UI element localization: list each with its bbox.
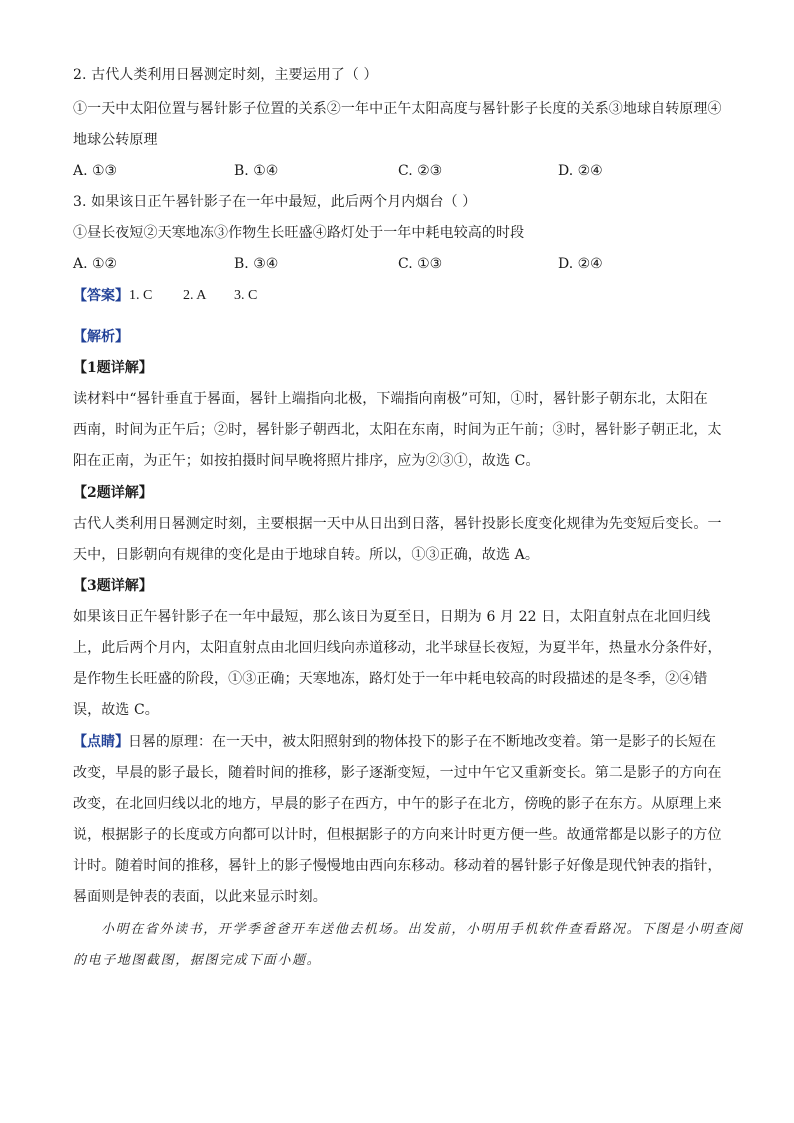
detail-1-title: 【1题详解】 <box>73 360 153 376</box>
tip-line: 改变，早晨的影子最长，随着时间的推移，影子逐渐变短，一过中午它又重新变长。第二是影子的方向在 <box>73 765 722 781</box>
answer-3: 3. C <box>234 288 258 303</box>
tip-first-line: 日晷的原理：在一天中，被太阳照射到的物体投下的影子在不断地改变着。第一是影子的长短在 <box>128 734 716 750</box>
material-line-2: 的电子地图截图，据图完成下面小题。 <box>73 953 322 968</box>
tip-line: 计时。随着时间的推移，晷针上的影子慢慢地由西向东移动。移动着的晷针影子好像是现代钟表的指针， <box>73 858 722 874</box>
question-2-choices-line-2: 地球公转原理 <box>73 132 158 148</box>
detail-3-line: 是作物生长旺盛的阶段，①③正确；天寒地冻，路灯处于一年中耗电较高的时段描述的是冬季，②④错 <box>73 671 708 687</box>
detail-2-title: 【2题详解】 <box>73 485 153 501</box>
question-2-option-b: B. ①④ <box>234 163 279 179</box>
tip-line: 晷面则是钟表的表面，以此来显示时刻。 <box>73 889 327 905</box>
detail-2-line: 天中，日影朝向有规律的变化是由于地球自转。所以，①③正确，故选 A。 <box>73 547 539 563</box>
question-2-option-d: D. ②④ <box>558 163 603 179</box>
answer-2: 2. A <box>183 288 207 303</box>
analysis-label: 【解析】 <box>73 329 129 345</box>
detail-1-line: 阳在正南，为正午；如按拍摄时间早晚将照片排序，应为②③①，故选 C。 <box>73 453 540 469</box>
detail-1-line: 读材料中“晷针垂直于晷面，晷针上端指向北极，下端指向南极”可知，①时，晷针影子朝东北，太阳在 <box>73 391 708 407</box>
question-3-choices-line-1: ①昼长夜短②天寒地冻③作物生长旺盛④路灯处于一年中耗电较高的时段 <box>73 225 525 241</box>
question-3-option-c: C. ①③ <box>398 256 443 272</box>
material-line-1: 小明在省外读书，开学季爸爸开车送他去机场。出发前，小明用手机软件查看路况。下图是小明查阅 <box>101 922 744 937</box>
detail-1-line: 西南，时间为正午后；②时，晷针影子朝西北，太阳在东南，时间为正午前；③时，晷针影子朝正北，太 <box>73 422 722 438</box>
question-3-stem: 3. 如果该日正午晷针影子在一年中最短，此后两个月内烟台（ ） <box>73 194 477 210</box>
detail-3-title: 【3题详解】 <box>73 578 153 594</box>
detail-2-line: 古代人类利用日晷测定时刻，主要根据一天中从日出到日落，晷针投影长度变化规律为先变短后变长。一 <box>73 516 722 532</box>
answer-label: 【答案】 <box>73 288 129 304</box>
question-3-option-a: A. ①② <box>73 256 118 272</box>
detail-3-line: 误，故选 C。 <box>73 702 159 718</box>
question-3-option-b: B. ③④ <box>234 256 279 272</box>
question-2-option-a: A. ①③ <box>73 163 118 179</box>
question-2-choices-line-1: ①一天中太阳位置与晷针影子位置的关系②一年中正午太阳高度与晷针影子长度的关系③地球自转原理④ <box>73 101 722 117</box>
detail-3-line: 如果该日正午晷针影子在一年中最短，那么该日为夏至日，日期为 6 月 22 日，太阳直射点在北回归线 <box>73 609 711 625</box>
answer-1: 1. C <box>129 288 153 303</box>
question-2-option-c: C. ②③ <box>398 163 443 179</box>
question-2-stem: 2. 古代人类利用日晷测定时刻，主要运用了（ ） <box>73 67 378 83</box>
tip-label: 【点睛】 <box>73 734 129 750</box>
question-3-option-d: D. ②④ <box>558 256 603 272</box>
tip-line: 改变，在北回归线以北的地方，早晨的影子在西方，中午的影子在北方，傍晚的影子在东方。从原理上来 <box>73 796 722 812</box>
tip-line: 说，根据影子的长度或方向都可以计时，但根据影子的方向来计时更方便一些。故通常都是以影子的方位 <box>73 827 722 843</box>
detail-3-line: 上，此后两个月内，太阳直射点由北回归线向赤道移动，北半球昼长夜短，为夏半年，热量水分条件好， <box>73 640 722 656</box>
